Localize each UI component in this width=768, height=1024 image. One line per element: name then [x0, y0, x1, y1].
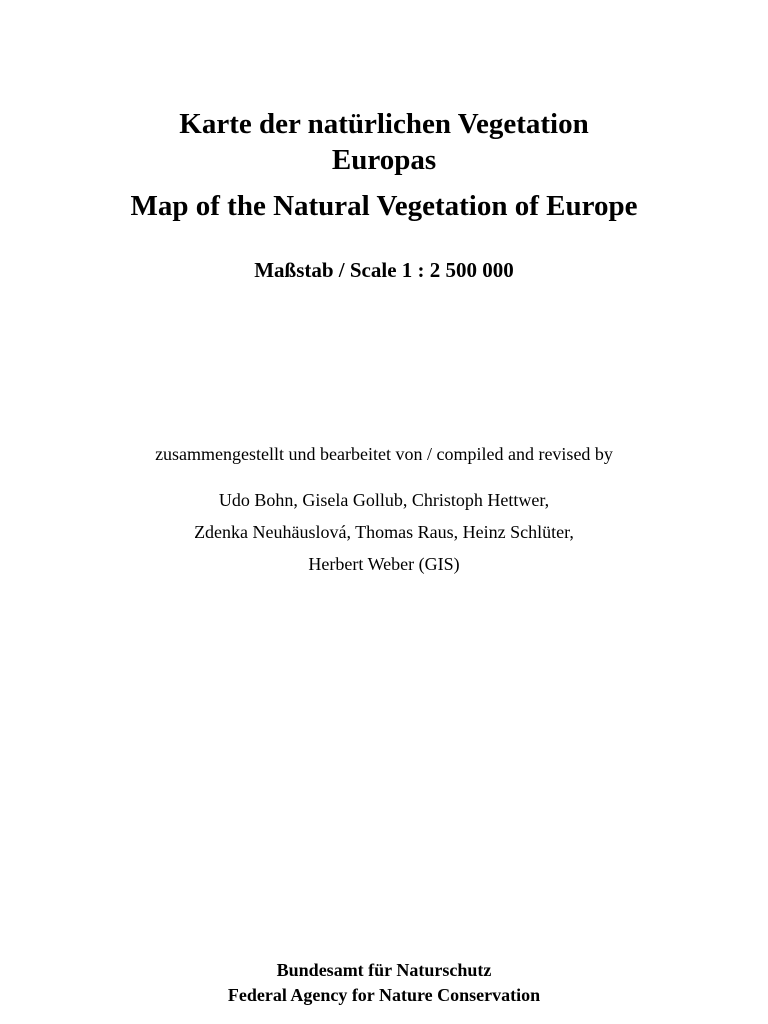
publisher-english: Federal Agency for Nature Conservation: [227, 985, 541, 1005]
authors-line2: Zdenka Neuhäuslová, Thomas Raus, Heinz Schlüter,: [194, 522, 574, 542]
title-english: Map of the Natural Vegetation of Europe: [130, 190, 638, 222]
compiled-by-label: zusammengestellt und bearbeitet von / compiled and revised by: [155, 444, 613, 464]
publisher-german: Bundesamt für Naturschutz: [276, 960, 492, 980]
title-german-line2: Europas: [331, 144, 437, 176]
title-german-line1: Karte der natürlichen Vegetation: [179, 108, 589, 140]
authors-line3: Herbert Weber (GIS): [308, 554, 460, 574]
authors-line1: Udo Bohn, Gisela Gollub, Christoph Hettwer,: [218, 490, 550, 510]
scale-label: Maßstab / Scale 1 : 2 500 000: [254, 258, 514, 282]
